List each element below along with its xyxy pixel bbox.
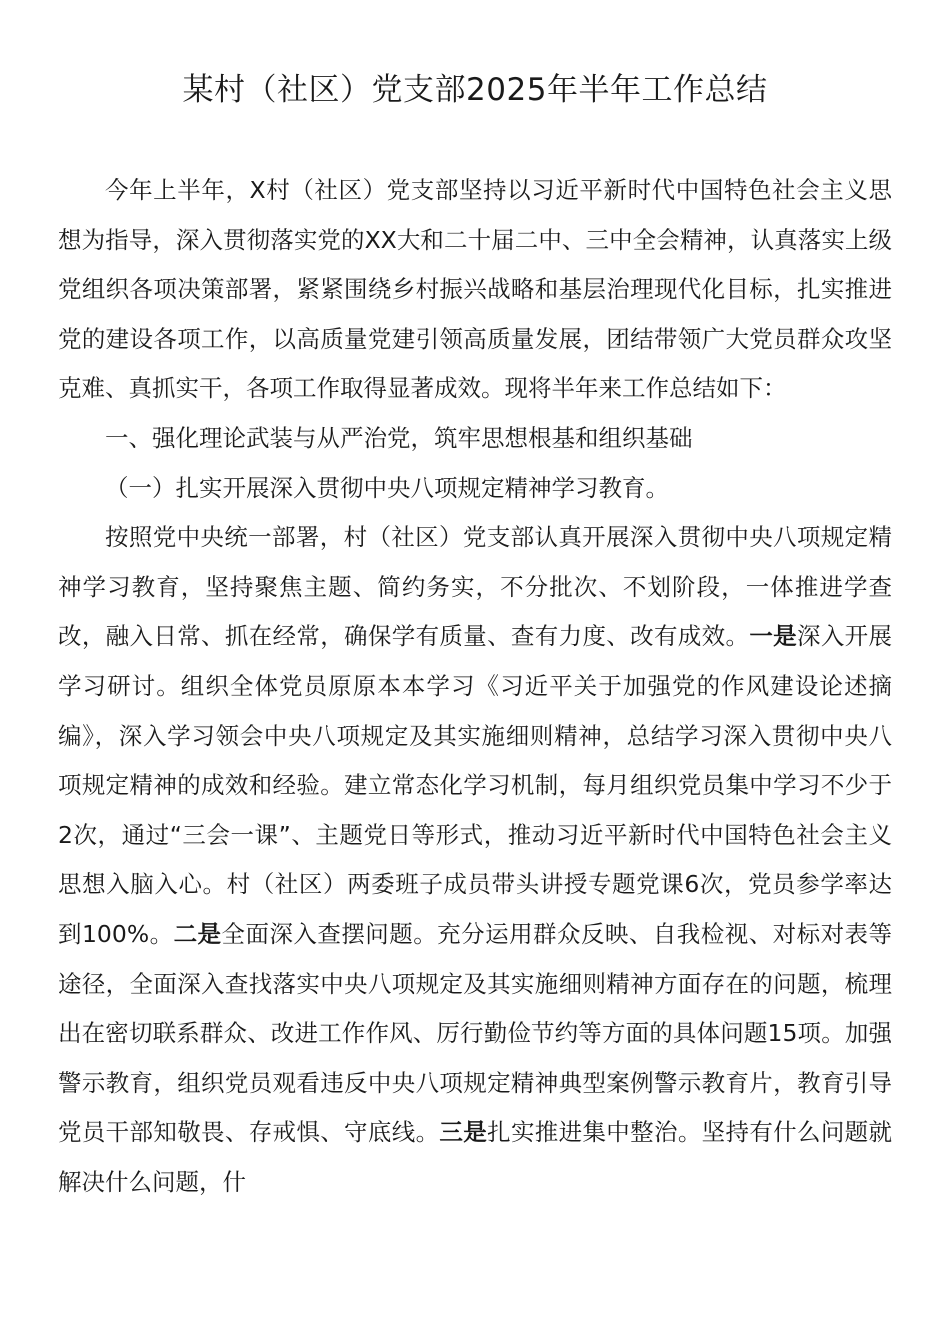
item-text-1: 深入开展学习研讨。组织全体党员原原本本学习《习近平关于加强党的作风建设论述摘编》，深入学习领会中央八项规定及其实施细则精神，总结学习深入贯彻中央八项规定精神的成效和经验。建立常态化学习机制，每月组织党员集中学习不少于2次，通过“三会一课”、主题党日等形式，推动习近平新时代中国特色社会主义思想入脑入心。村（社区）两委班子成员带头讲授专题党课6次，党员参学率达到100%。 xyxy=(58,622,893,948)
item-text-2: 全面深入查摆问题。充分运用群众反映、自我检视、对标对表等途径，全面深入查找落实中央八项规定及其实施细则精神方面存在的问题，梳理出在密切联系群众、改进工作作风、厉行勤俭节约等方面的具体问题15项。加强警示教育，组织党员观看违反中央八项规定精神典型案例警示教育片，教育引导党员干部知敬畏、存戒惧、守底线。 xyxy=(58,919,893,1147)
item-text-3: 扎实推进集中整治。坚持有什么问题就解决什么问题，什 xyxy=(58,1118,893,1196)
paragraph-lead: 按照党中央统一部署，村（社区）党支部认真开展深入贯彻中央八项规定精神学习教育，坚持聚焦主题、简约务实，不分批次、不划阶段，一体推进学查改，融入日常、抓在经常，确保学有质量、查有力度、改有成效。 xyxy=(58,523,892,651)
document-title: 某村（社区）党支部2025年半年工作总结 xyxy=(182,72,768,108)
item-label-2: 二是 xyxy=(173,919,222,948)
section-heading: 一、强化理论武装与从严治党，筑牢思想根基和组织基础 xyxy=(105,423,693,452)
item-label-3: 三是 xyxy=(439,1118,488,1147)
item-label-1: 一是 xyxy=(749,622,797,651)
intro-paragraph: 今年上半年，X村（社区）党支部坚持以习近平新时代中国特色社会主义思想为指导，深入贯彻落实党的XX大和二十届二中、三中全会精神，认真落实上级党组织各项决策部署，紧紧围绕乡村振兴战略和基层治理现代化目标，扎实推进党的建设各项工作，以高质量党建引领高质量发展，团结带领广大党员群众攻坚克难、真抓实干，各项工作取得显著成效。现将半年来工作总结如下： xyxy=(58,176,892,403)
body-paragraph xyxy=(58,513,892,1207)
document-body xyxy=(58,166,892,1207)
subsection-heading: （一）扎实开展深入贯彻中央八项规定精神学习教育。 xyxy=(105,473,669,502)
